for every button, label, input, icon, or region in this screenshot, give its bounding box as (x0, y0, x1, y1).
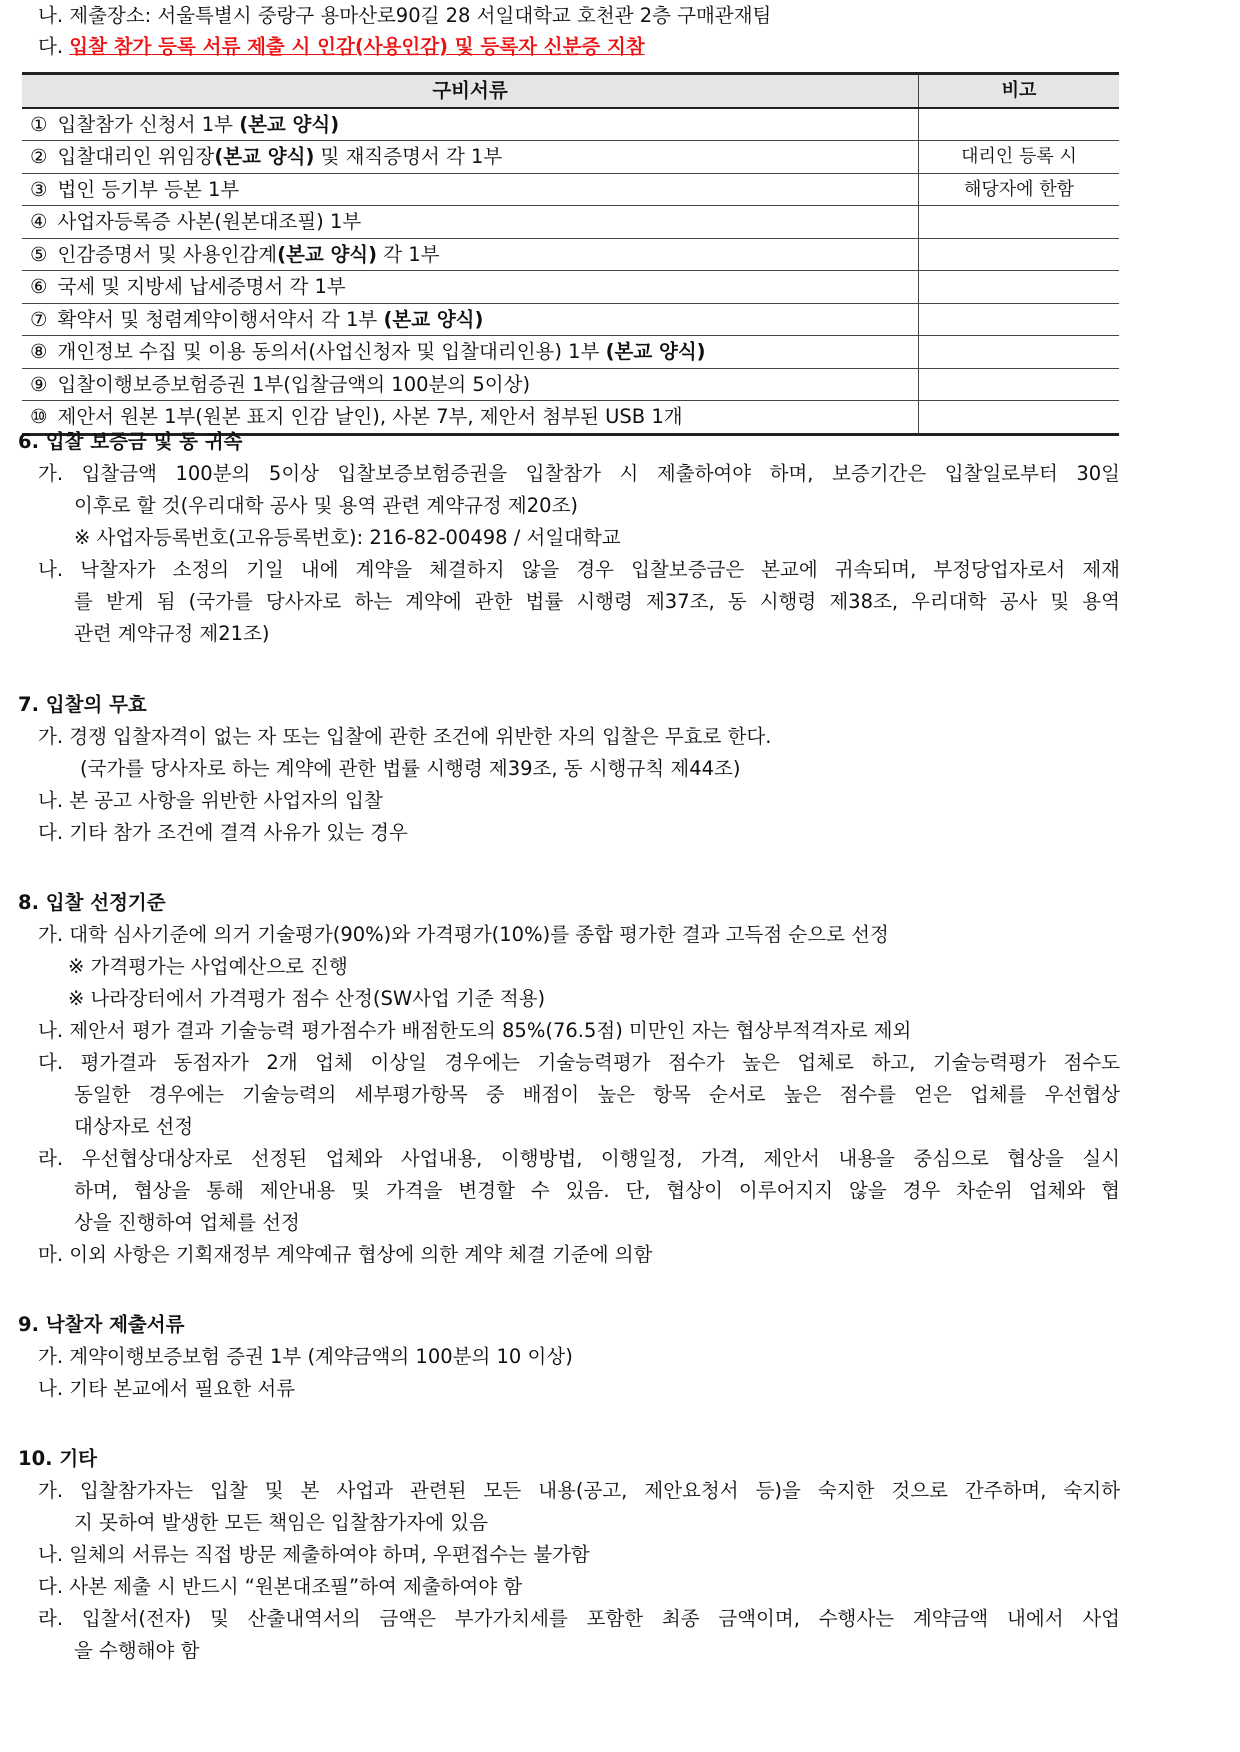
section-10-line-4: 다. 사본 제출 시 반드시 “원본대조필”하여 제출하여야 함 (38, 1575, 523, 1598)
table-row (22, 336, 1119, 369)
item-number: ④ (30, 210, 48, 234)
section-8-line-1: 가. 대학 심사기준에 의거 기술평가(90%)와 가격평가(10%)를 종합 평가한 결과 고득점 순으로 선정 (38, 923, 889, 946)
remarks-cell (919, 108, 1120, 141)
item-number: ② (30, 145, 48, 169)
section-10-line-3: 나. 일체의 서류는 직접 방문 제출하여야 하며, 우편접수는 불가함 (38, 1543, 590, 1566)
section-9-title: 9. 낙찰자 제출서류 (18, 1313, 185, 1336)
remarks-cell: 해당자에 한함 (919, 173, 1120, 206)
table-row (22, 108, 1119, 141)
remarks-cell (919, 368, 1120, 401)
required-documents-table (22, 72, 1119, 436)
remarks-cell: 대리인 등록 시 (919, 141, 1120, 174)
section-8-line-7: 대상자로 선정 (74, 1115, 194, 1138)
item-number: ⑥ (30, 275, 48, 299)
submission-place-line (38, 0, 771, 32)
item-marker: 다. (38, 35, 70, 58)
document-name-tail: 각 1부 (377, 242, 440, 266)
document-name: 입찰이행보증보험증권 1부(입찰금액의 100분의 5이상) (57, 372, 531, 396)
column-header-remarks: 비고 (919, 74, 1120, 108)
document-name-tail: 및 재직증명서 각 1부 (314, 145, 503, 169)
table-row (22, 271, 1119, 304)
section-8-line-5: 다. 평가결과 동점자가 2개 업체 이상일 경우에는 기술능력평가 점수가 높은 업체로 하고, 기술능력평가 점수도 (38, 1051, 1120, 1074)
table-row (22, 368, 1119, 401)
document-cell (22, 141, 919, 174)
section-7-line-4: 다. 기타 참가 조건에 결격 사유가 있는 경우 (38, 821, 408, 844)
document-cell (22, 238, 919, 271)
remarks-cell (919, 238, 1120, 271)
section-10-line-1: 가. 입찰참가자는 입찰 및 본 사업과 관련된 모든 내용(공고, 제안요청서 등)을 숙지한 것으로 간주하며, 숙지하 (38, 1479, 1120, 1502)
section-8-line-11: 마. 이외 사항은 기획재정부 계약예규 협상에 의한 계약 체결 기준에 의함 (38, 1243, 653, 1266)
section-6-line-1: 가. 입찰금액 100분의 5이상 입찰보증보험증권을 입찰참가 시 제출하여야 하며, 보증기간은 입찰일로부터 30일 (38, 462, 1120, 485)
section-8-line-10: 상을 진행하여 업체를 선정 (74, 1211, 300, 1234)
notice-line (38, 31, 645, 63)
remarks-cell (919, 401, 1120, 435)
section-9-line-1: 가. 계약이행보증보험 증권 1부 (계약금액의 100분의 10 이상) (38, 1345, 573, 1368)
section-6-line-4: 나. 낙찰자가 소정의 기일 내에 계약을 체결하지 않을 경우 입찰보증금은 본교에 귀속되며, 부정당업자로서 제재 (38, 558, 1120, 581)
section-8-line-8: 라. 우선협상대상자로 선정된 업체와 사업내용, 이행방법, 이행일정, 가격, 제안서 내용을 중심으로 협상을 실시 (38, 1147, 1120, 1170)
section-7-line-2: (국가를 당사자로 하는 계약에 관한 법률 시행령 제39조, 동 시행규칙 제44조) (80, 757, 741, 780)
section-6-line-6: 관련 계약규정 제21조) (74, 622, 270, 645)
document-cell (22, 271, 919, 304)
document-name: 사업자등록증 사본(원본대조필) 1부 (57, 210, 362, 234)
school-form-label: (본교 양식) (277, 242, 378, 266)
section-6-line-5: 를 받게 됨 (국가를 당사자로 하는 계약에 관한 법률 시행령 제37조, 동 시행령 제38조, 우리대학 공사 및 용역 (74, 590, 1120, 613)
section-7-line-1: 가. 경쟁 입찰자격이 없는 자 또는 입찰에 관한 조건에 위반한 자의 입찰은 무효로 한다. (38, 725, 772, 748)
table-row (22, 206, 1119, 239)
table-header-row (22, 74, 1119, 108)
table-row (22, 303, 1119, 336)
document-name: 입찰참가 신청서 1부 (57, 112, 240, 136)
section-8-note-2: ※ 나라장터에서 가격평가 점수 산정(SW사업 기준 적용) (68, 987, 546, 1010)
remarks-cell (919, 206, 1120, 239)
school-form-label: (본교 양식) (605, 340, 706, 364)
document-name: 법인 등기부 등본 1부 (57, 177, 240, 201)
notice-text: 입찰 참가 등록 서류 제출 시 인감(사용인감) 및 등록자 신분증 지참 (69, 35, 645, 58)
document-cell (22, 303, 919, 336)
remarks-cell (919, 303, 1120, 336)
remarks-cell (919, 271, 1120, 304)
submission-place-text: 제출장소: 서울특별시 중랑구 용마산로90길 28 서일대학교 호천관 2층 구매관재팀 (69, 4, 772, 27)
document-cell (22, 336, 919, 369)
item-number: ⑦ (30, 307, 48, 331)
item-number: ⑩ (30, 405, 48, 429)
item-marker: 나. (38, 4, 70, 27)
section-7-title: 7. 입찰의 무효 (18, 693, 147, 716)
section-6-note: ※ 사업자등록번호(고유등록번호): 216-82-00498 / 서일대학교 (74, 526, 621, 549)
school-form-label: (본교 양식) (383, 307, 484, 331)
document-name: 확약서 및 청렴계약이행서약서 각 1부 (57, 307, 384, 331)
item-number: ⑧ (30, 340, 48, 364)
document-cell (22, 368, 919, 401)
school-form-label: (본교 양식) (214, 145, 315, 169)
table-row (22, 238, 1119, 271)
section-10-line-5: 라. 입찰서(전자) 및 산출내역서의 금액은 부가가치세를 포함한 최종 금액이며, 수행사는 계약금액 내에서 사업 (38, 1607, 1120, 1630)
table-row (22, 141, 1119, 174)
document-cell (22, 173, 919, 206)
document-cell (22, 206, 919, 239)
section-7-line-3: 나. 본 공고 사항을 위반한 사업자의 입찰 (38, 789, 383, 812)
section-10-title: 10. 기타 (18, 1447, 98, 1470)
item-number: ⑤ (30, 242, 48, 266)
section-8-title: 8. 입찰 선정기준 (18, 891, 166, 914)
item-number: ① (30, 112, 48, 136)
document-cell (22, 108, 919, 141)
table-row (22, 173, 1119, 206)
item-number: ⑨ (30, 372, 48, 396)
section-10-line-6: 을 수행해야 함 (74, 1639, 200, 1662)
document-name: 인감증명서 및 사용인감계 (57, 242, 278, 266)
item-number: ③ (30, 177, 48, 201)
section-6-title: 6. 입찰 보증금 및 동 귀속 (18, 430, 243, 453)
document-name: 개인정보 수집 및 이용 동의서(사업신청자 및 입찰대리인용) 1부 (57, 340, 606, 364)
section-8-line-6: 동일한 경우에는 기술능력의 세부평가항목 중 배점이 높은 항목 순서로 높은 점수를 얻은 업체를 우선협상 (74, 1083, 1120, 1106)
section-8-line-9: 하며, 협상을 통해 제안내용 및 가격을 변경할 수 있음. 단, 협상이 이루어지지 않을 경우 차순위 업체와 협 (74, 1179, 1120, 1202)
remarks-cell (919, 336, 1120, 369)
document-name: 입찰대리인 위임장 (57, 145, 215, 169)
section-8-line-4: 나. 제안서 평가 결과 기술능력 평가점수가 배점한도의 85%(76.5점) 미만인 자는 협상부적격자로 제외 (38, 1019, 912, 1042)
section-8-note-1: ※ 가격평가는 사업예산으로 진행 (68, 955, 348, 978)
document-name: 국세 및 지방세 납세증명서 각 1부 (57, 275, 346, 299)
section-9-line-2: 나. 기타 본교에서 필요한 서류 (38, 1377, 296, 1400)
school-form-label: (본교 양식) (239, 112, 340, 136)
column-header-documents: 구비서류 (22, 74, 919, 108)
section-10-line-2: 지 못하여 발생한 모든 책임은 입찰참가자에 있음 (74, 1511, 488, 1534)
document-name: 제안서 원본 1부(원본 표지 인감 날인), 사본 7부, 제안서 첨부된 USB 1개 (57, 405, 683, 429)
section-6-line-2: 이후로 할 것(우리대학 공사 및 용역 관련 계약규정 제20조) (74, 494, 579, 517)
